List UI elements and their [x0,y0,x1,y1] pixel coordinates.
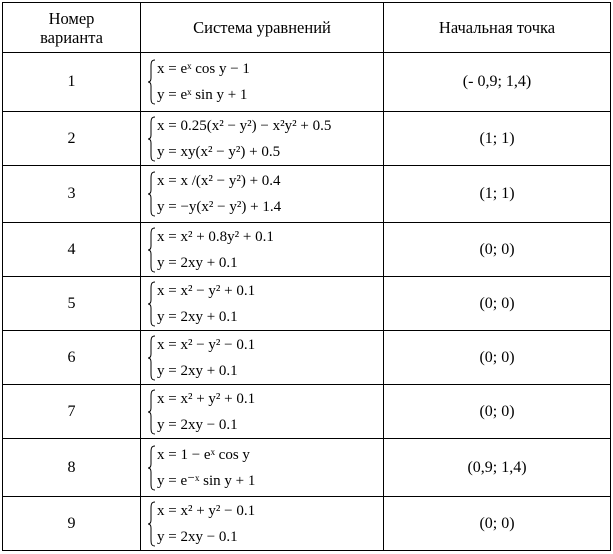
table-row [3,277,611,331]
variant-number: 1 [3,53,141,112]
initial-point: (0; 0) [384,223,611,277]
table-row [3,223,611,277]
variant-number: 7 [3,385,141,439]
equation-system [141,385,384,439]
equation-x: x = eˣ cos y − 1 [157,61,250,77]
equation-system [141,223,384,277]
variant-number: 6 [3,331,141,385]
variant-number: 5 [3,277,141,331]
equation-x: x = x² + 0.8y² + 0.1 [157,228,274,245]
table-row [3,166,611,223]
header-variant-number: Номер варианта [3,3,141,53]
table-row [3,112,611,166]
table-row [3,497,611,551]
curly-brace-icon [147,281,156,327]
initial-point: (0,9; 1,4) [384,439,611,497]
equation-x: x = 0.25(x² − y²) − x²y² + 0.5 [157,117,332,134]
curly-brace-icon [147,116,156,162]
header-row [3,3,611,53]
variant-number: 2 [3,112,141,166]
equation-system [141,53,384,112]
equation-y: y = 2xy − 0.1 [157,528,238,545]
equation-y: y = 2xy + 0.1 [157,362,238,379]
initial-point: (1; 1) [384,166,611,223]
equation-y: y = eˣ sin y + 1 [157,87,248,103]
equation-system [141,112,384,166]
table-row [3,331,611,385]
variant-number: 9 [3,497,141,551]
equation-y: y = 2xy + 0.1 [157,254,238,271]
curly-brace-icon [147,501,156,547]
curly-brace-icon [147,171,156,217]
equation-y: y = e⁻ˣ sin y + 1 [157,472,256,489]
variants-table [2,2,611,551]
equation-x: x = x² + y² − 0.1 [157,502,256,519]
variant-number: 3 [3,166,141,223]
equation-x: x = x² − y² + 0.1 [157,282,256,299]
equation-y: y = 2xy − 0.1 [157,416,238,433]
equation-system [141,277,384,331]
variant-number: 8 [3,439,141,497]
equation-system [141,331,384,385]
equation-system [141,439,384,497]
curly-brace-icon [147,389,156,435]
table-row [3,439,611,497]
variant-number: 4 [3,223,141,277]
curly-brace-icon [147,227,156,273]
equation-y: y = xy(x² − y²) + 0.5 [157,143,281,160]
equation-y: y = 2xy + 0.1 [157,308,238,325]
equation-x: x = x /(x² − y²) + 0.4 [157,173,281,189]
curly-brace-icon [147,59,156,105]
initial-point: (1; 1) [384,112,611,166]
header-equation-system: Система уравнений [141,3,384,53]
curly-brace-icon [147,445,156,491]
initial-point: (0; 0) [384,331,611,385]
table-row [3,385,611,439]
equation-x: x = x² + y² + 0.1 [157,390,256,407]
equation-system [141,497,384,551]
initial-point: (0; 0) [384,385,611,439]
table-row [3,53,611,112]
initial-point: (0; 0) [384,497,611,551]
header-initial-point: Начальная точка [384,3,611,53]
equation-system [141,166,384,223]
equation-x: x = 1 − eˣ cos y [157,446,250,463]
equation-x: x = x² − y² − 0.1 [157,336,256,353]
equation-y: y = −y(x² − y²) + 1.4 [157,199,282,215]
initial-point: (- 0,9; 1,4) [384,53,611,112]
initial-point: (0; 0) [384,277,611,331]
curly-brace-icon [147,335,156,381]
